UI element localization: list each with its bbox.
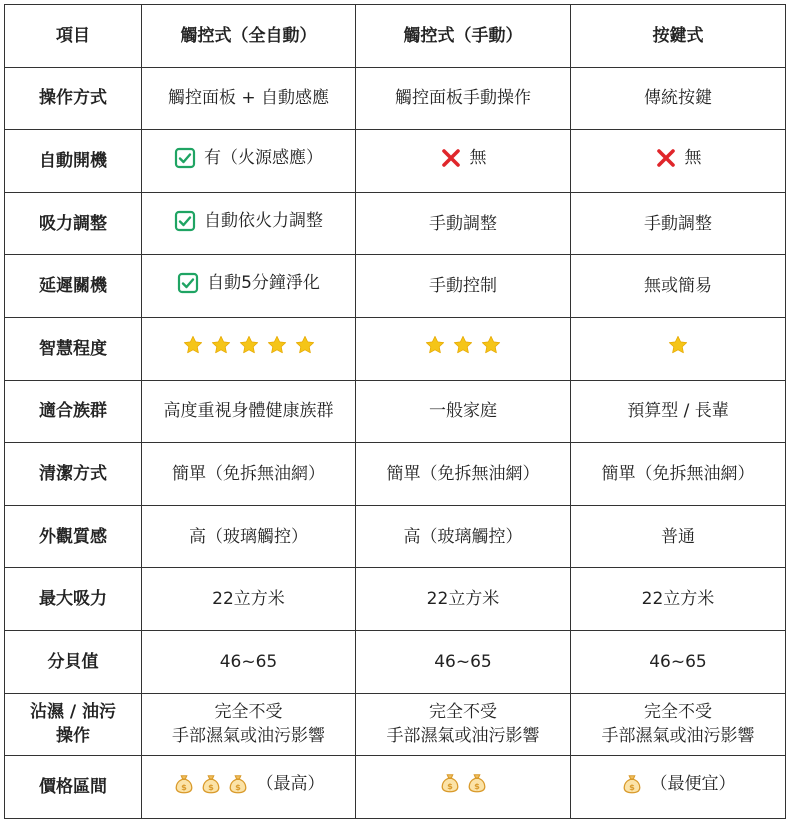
cell-content (642, 587, 715, 611)
cell-line: 完全不受 (214, 702, 283, 723)
cell-text: 自動5分鐘淨化 (207, 273, 320, 294)
table-cell (142, 443, 356, 506)
cell-line: 手部濕氣或油污影響 (386, 726, 540, 747)
cell-content (661, 525, 695, 549)
cell-text: 簡單（免拆無油網） (386, 463, 540, 484)
price-level (439, 772, 488, 794)
cross-icon (440, 147, 462, 169)
row-label: 操作方式 (5, 67, 142, 130)
star-icon (424, 334, 446, 356)
money-bag-icon (200, 773, 222, 795)
row-label: 清潔方式 (5, 443, 142, 506)
money-bag-icon (621, 773, 643, 795)
cell-text: （最便宜） (650, 773, 736, 794)
row-label: 吸力調整 (5, 192, 142, 255)
table-cell (142, 568, 356, 631)
table-cell (142, 505, 356, 568)
cell-content (440, 146, 487, 170)
cell-text: 高度重視身體健康族群 (163, 401, 334, 422)
table-cell (356, 568, 571, 631)
table-row (5, 67, 786, 130)
row-label: 適合族群 (5, 380, 142, 443)
table-cell (571, 568, 786, 631)
cell-text: 手動調整 (429, 213, 497, 234)
table-row (5, 317, 786, 380)
money-bag-icon (173, 773, 195, 795)
table-cell (356, 505, 571, 568)
cross-icon (655, 147, 677, 169)
table-row (5, 505, 786, 568)
svg-text:$: $ (234, 781, 241, 792)
cell-content (644, 86, 712, 110)
table-cell (142, 130, 356, 193)
star-rating (424, 334, 502, 356)
star-icon (266, 334, 288, 356)
table-cell (571, 130, 786, 193)
table-row (5, 192, 786, 255)
table-cell (142, 756, 356, 819)
cell-text: 簡單（免拆無油網） (172, 463, 325, 484)
cell-text: 22立方米 (641, 589, 715, 610)
cell-text: 觸控面板 + 自動感應 (167, 88, 330, 109)
star-rating (667, 334, 689, 356)
cell-text: 觸控面板手動操作 (395, 88, 531, 109)
table-cell (356, 255, 571, 318)
svg-text:$: $ (628, 781, 635, 792)
table-row (5, 255, 786, 318)
check-icon (174, 147, 196, 169)
svg-text:$: $ (446, 781, 453, 792)
table-cell (356, 443, 571, 506)
header-button-type: 按鍵式 (571, 5, 786, 68)
check-icon (174, 210, 196, 232)
star-rating (182, 334, 316, 356)
cell-content (395, 86, 531, 110)
cell-content (429, 274, 497, 298)
star-icon (182, 334, 204, 356)
money-bag-icon (227, 773, 249, 795)
cell-text: 傳統按鍵 (644, 88, 712, 109)
table-row (5, 756, 786, 819)
cell-text: 無 (684, 147, 702, 168)
cell-content (173, 772, 325, 796)
table-row (5, 380, 786, 443)
cell-content (434, 650, 492, 674)
table-cell (142, 380, 356, 443)
header-touch-manual: 觸控式（手動） (356, 5, 571, 68)
table-cell (356, 693, 571, 756)
table-cell (356, 130, 571, 193)
cell-content (177, 271, 320, 295)
star-icon (667, 334, 689, 356)
money-bag-icon (439, 772, 461, 794)
table-cell (571, 67, 786, 130)
cell-content (164, 399, 334, 423)
cell-content (172, 462, 325, 486)
cell-content (429, 212, 497, 236)
cell-content (439, 772, 488, 794)
table-cell (356, 317, 571, 380)
star-icon (452, 334, 474, 356)
row-label: 分貝值 (5, 630, 142, 693)
table-cell (356, 630, 571, 693)
cell-content (627, 399, 729, 423)
cell-text: 手動調整 (644, 213, 712, 234)
money-bag-icon (466, 772, 488, 794)
header-touch-auto: 觸控式（全自動） (142, 5, 356, 68)
table-cell (571, 505, 786, 568)
svg-text:$: $ (180, 781, 187, 792)
table-cell (142, 67, 356, 130)
cell-content (168, 86, 329, 110)
row-label: 價格區間 (5, 756, 142, 819)
comparison-table (4, 4, 786, 819)
table-cell (571, 317, 786, 380)
cell-text: 一般家庭 (429, 401, 497, 422)
cell-text: 22立方米 (426, 589, 500, 610)
cell-content (649, 650, 707, 674)
table-cell (142, 255, 356, 318)
star-icon (480, 334, 502, 356)
row-label: 延遲關機 (5, 255, 142, 318)
table-cell (142, 693, 356, 756)
cell-content (174, 146, 323, 170)
price-level (621, 773, 643, 795)
cell-text: 自動依火力調整 (204, 210, 323, 231)
price-level (173, 773, 249, 795)
header-row (5, 5, 786, 68)
star-icon (238, 334, 260, 356)
star-icon (294, 334, 316, 356)
row-label: 智慧程度 (5, 317, 142, 380)
cell-text: 有（火源感應） (204, 147, 323, 168)
cell-text: 46~65 (434, 651, 492, 672)
cell-content (220, 650, 278, 674)
cell-content (404, 525, 523, 549)
cell-content (644, 212, 712, 236)
cell-text: 46~65 (649, 651, 707, 672)
cell-text: 普通 (661, 526, 695, 547)
table-row (5, 568, 786, 631)
table-row (5, 443, 786, 506)
check-icon (177, 272, 199, 294)
row-label (5, 693, 142, 756)
table-row (5, 130, 786, 193)
cell-text: 無或簡易 (644, 276, 712, 297)
header-item: 項目 (5, 5, 142, 68)
row-label: 外觀質感 (5, 505, 142, 568)
cell-content (429, 399, 497, 423)
row-label-line: 操作 (56, 726, 90, 747)
cell-text: 無 (469, 147, 487, 168)
table-cell (571, 255, 786, 318)
cell-text: 46~65 (219, 651, 278, 672)
row-label: 自動開機 (5, 130, 142, 193)
cell-content (655, 146, 702, 170)
table-cell (142, 317, 356, 380)
cell-text: 手動控制 (429, 276, 497, 297)
cell-text: 高（玻璃觸控） (403, 526, 523, 547)
cell-content (387, 462, 540, 486)
table-row (5, 693, 786, 756)
table-row (5, 630, 786, 693)
cell-line: 完全不受 (644, 702, 712, 723)
table-cell (356, 67, 571, 130)
cell-content (644, 274, 712, 298)
svg-text:$: $ (207, 781, 214, 792)
cell-line: 手部濕氣或油污影響 (601, 726, 755, 747)
table-cell (571, 756, 786, 819)
table-cell (356, 756, 571, 819)
table-cell (142, 630, 356, 693)
cell-content (427, 587, 500, 611)
table-cell (571, 630, 786, 693)
cell-content (189, 525, 308, 549)
row-label: 最大吸力 (5, 568, 142, 631)
cell-text: 簡單（免拆無油網） (601, 463, 755, 484)
table-cell (571, 192, 786, 255)
svg-text:$: $ (473, 781, 480, 792)
table-cell (142, 192, 356, 255)
star-icon (210, 334, 232, 356)
cell-line: 手部濕氣或油污影響 (172, 726, 325, 747)
cell-content (174, 209, 323, 233)
cell-content (621, 772, 736, 796)
cell-text: 預算型 / 長輩 (627, 401, 729, 422)
table-cell (571, 693, 786, 756)
table-cell (356, 192, 571, 255)
row-label-line: 沾濕 / 油污 (29, 702, 117, 723)
cell-content (212, 587, 285, 611)
cell-text: （最高） (256, 773, 325, 794)
table-cell (571, 443, 786, 506)
cell-text: 22立方米 (212, 589, 285, 610)
table-cell (356, 380, 571, 443)
table-cell (571, 380, 786, 443)
cell-content (602, 462, 755, 486)
cell-text: 高（玻璃觸控） (189, 526, 308, 547)
cell-line: 完全不受 (429, 702, 497, 723)
